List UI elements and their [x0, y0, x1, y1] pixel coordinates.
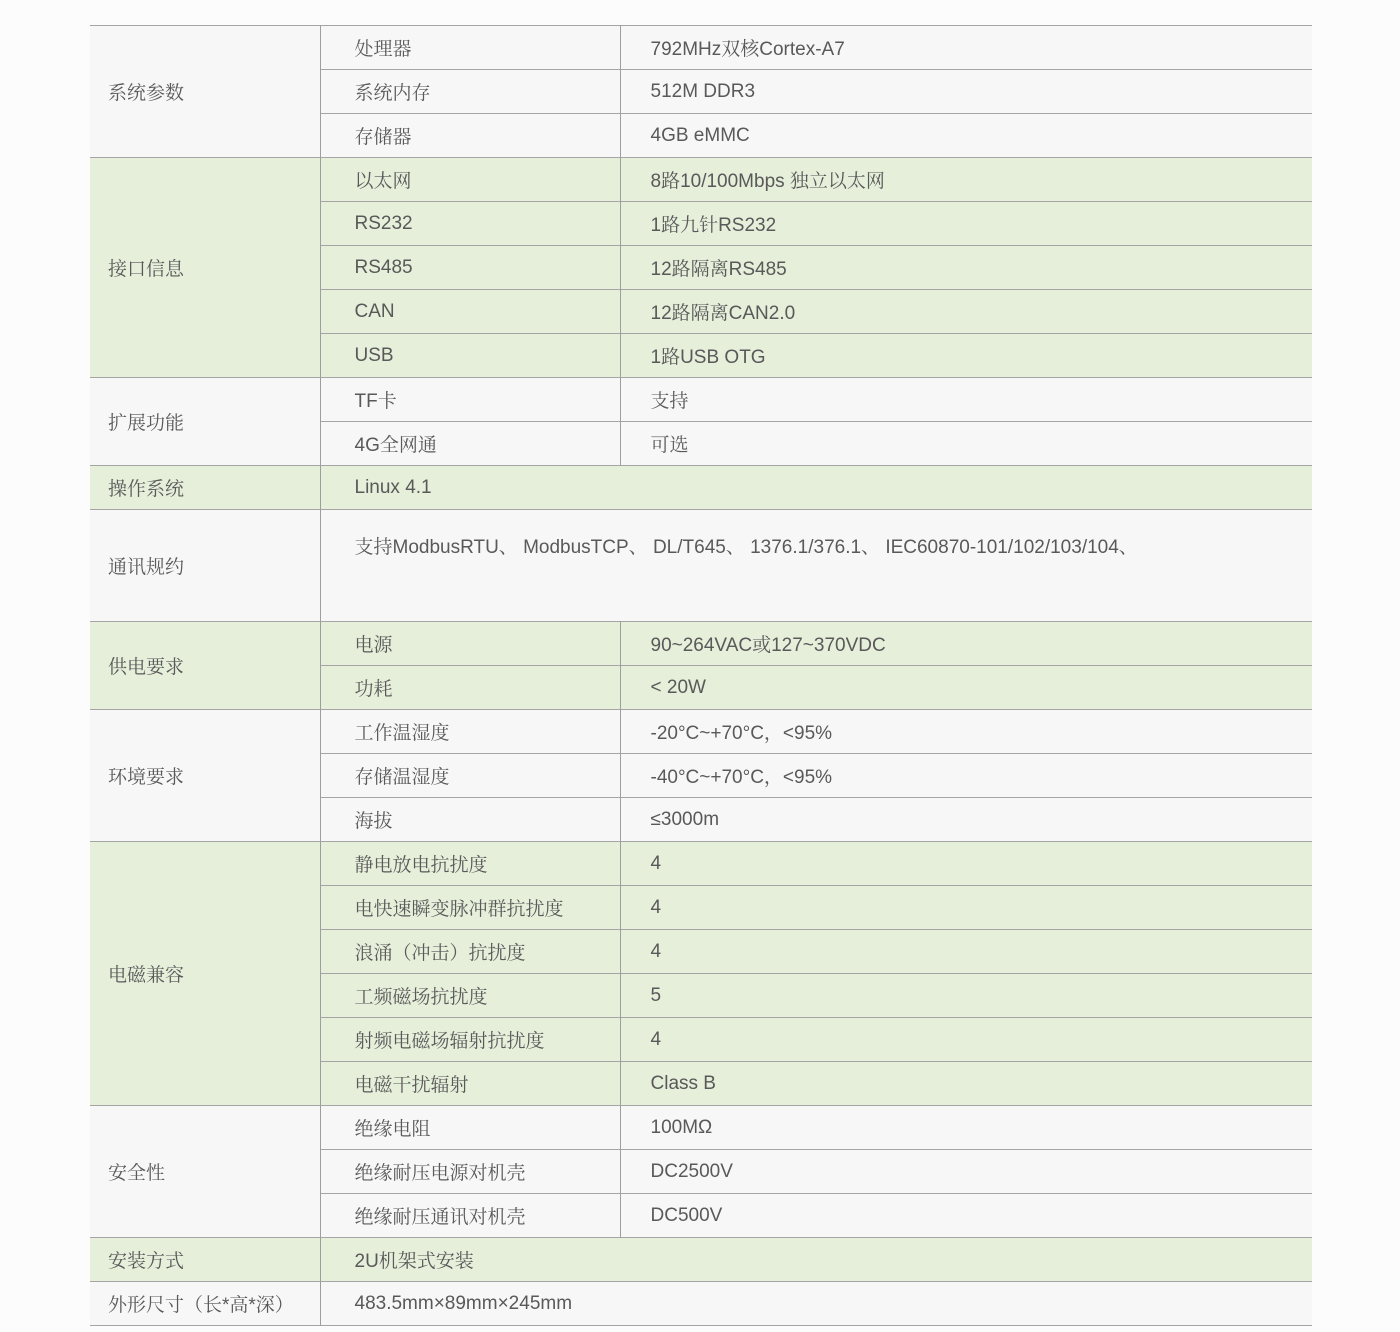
table-row — [90, 1238, 1312, 1282]
merged-value-cell: 支持ModbusRTU、 ModbusTCP、 DL/T645、 1376.1/376.1、 IEC60870-101/102/103/104、 — [320, 510, 1312, 622]
param-cell: CAN — [320, 290, 620, 334]
section-label-cell: 通讯规约 — [90, 510, 320, 622]
section-label-cell: 电磁兼容 — [90, 842, 320, 1106]
param-cell: RS232 — [320, 202, 620, 246]
param-cell: 工频磁场抗扰度 — [320, 974, 620, 1018]
value-cell: 512M DDR3 — [620, 70, 1312, 114]
value-cell: 4GB eMMC — [620, 114, 1312, 158]
param-cell: 浪涌（冲击）抗扰度 — [320, 930, 620, 974]
value-cell: < 20W — [620, 666, 1312, 710]
value-cell: 12路隔离RS485 — [620, 246, 1312, 290]
table-row — [90, 622, 1312, 666]
section-label-cell: 接口信息 — [90, 158, 320, 378]
param-cell: RS485 — [320, 246, 620, 290]
value-cell: 支持 — [620, 378, 1312, 422]
table-row — [90, 466, 1312, 510]
value-cell: 5 — [620, 974, 1312, 1018]
section-label-cell: 系统参数 — [90, 26, 320, 158]
param-cell: 存储器 — [320, 114, 620, 158]
value-cell: -40°C~+70°C，<95% — [620, 754, 1312, 798]
value-cell: Class B — [620, 1062, 1312, 1106]
param-cell: 电磁干扰辐射 — [320, 1062, 620, 1106]
value-cell: 4 — [620, 1018, 1312, 1062]
value-cell: 90~264VAC或127~370VDC — [620, 622, 1312, 666]
param-cell: 处理器 — [320, 26, 620, 70]
table-row — [90, 1106, 1312, 1150]
value-cell: ≤3000m — [620, 798, 1312, 842]
merged-value-cell: Linux 4.1 — [320, 466, 1312, 510]
param-cell: 电快速瞬变脉冲群抗扰度 — [320, 886, 620, 930]
param-cell: 存储温湿度 — [320, 754, 620, 798]
spec-table-body — [90, 26, 1312, 1326]
section-label-cell: 操作系统 — [90, 466, 320, 510]
value-cell: 792MHz双核Cortex-A7 — [620, 26, 1312, 70]
merged-value-cell: 2U机架式安装 — [320, 1238, 1312, 1282]
param-cell: 绝缘电阻 — [320, 1106, 620, 1150]
section-label-cell: 外形尺寸（长*高*深） — [90, 1282, 320, 1326]
param-cell: TF卡 — [320, 378, 620, 422]
value-cell: 100MΩ — [620, 1106, 1312, 1150]
param-cell: 功耗 — [320, 666, 620, 710]
section-label-cell: 安全性 — [90, 1106, 320, 1238]
value-cell: 4 — [620, 930, 1312, 974]
value-cell: -20°C~+70°C，<95% — [620, 710, 1312, 754]
merged-value-cell: 483.5mm×89mm×245mm — [320, 1282, 1312, 1326]
value-cell: 12路隔离CAN2.0 — [620, 290, 1312, 334]
table-row — [90, 1282, 1312, 1326]
section-label-cell: 安装方式 — [90, 1238, 320, 1282]
table-row — [90, 378, 1312, 422]
param-cell: 系统内存 — [320, 70, 620, 114]
section-label-cell: 供电要求 — [90, 622, 320, 710]
value-cell: 4 — [620, 886, 1312, 930]
param-cell: 绝缘耐压通讯对机壳 — [320, 1194, 620, 1238]
param-cell: 海拔 — [320, 798, 620, 842]
value-cell: DC2500V — [620, 1150, 1312, 1194]
param-cell: 电源 — [320, 622, 620, 666]
value-cell: 4 — [620, 842, 1312, 886]
param-cell: 静电放电抗扰度 — [320, 842, 620, 886]
param-cell: USB — [320, 334, 620, 378]
value-cell: DC500V — [620, 1194, 1312, 1238]
section-label-cell: 扩展功能 — [90, 378, 320, 466]
param-cell: 射频电磁场辐射抗扰度 — [320, 1018, 620, 1062]
section-label-cell: 环境要求 — [90, 710, 320, 842]
param-cell: 工作温湿度 — [320, 710, 620, 754]
param-cell: 4G全网通 — [320, 422, 620, 466]
value-cell: 可选 — [620, 422, 1312, 466]
value-cell: 1路九针RS232 — [620, 202, 1312, 246]
spec-table — [90, 25, 1312, 1326]
value-cell: 1路USB OTG — [620, 334, 1312, 378]
table-row — [90, 510, 1312, 622]
table-row — [90, 158, 1312, 202]
param-cell: 绝缘耐压电源对机壳 — [320, 1150, 620, 1194]
table-row — [90, 842, 1312, 886]
table-row — [90, 710, 1312, 754]
value-cell: 8路10/100Mbps 独立以太网 — [620, 158, 1312, 202]
param-cell: 以太网 — [320, 158, 620, 202]
table-row — [90, 26, 1312, 70]
